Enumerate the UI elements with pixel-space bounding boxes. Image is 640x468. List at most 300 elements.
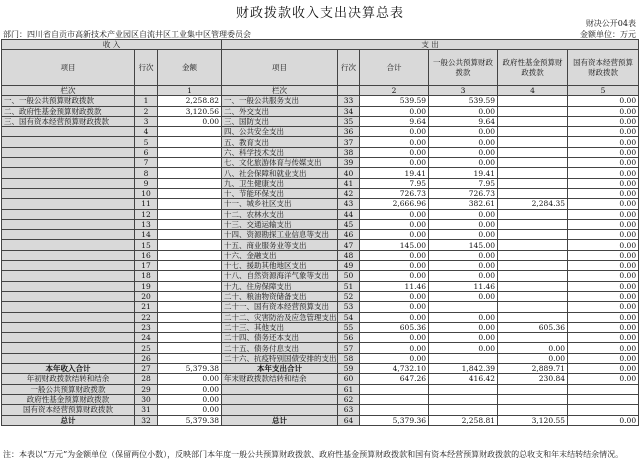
expense-gov-fund-cell: [498, 158, 568, 168]
expense-item-cell: 十二、农林水支出: [222, 209, 338, 219]
expense-line-cell: 39: [338, 158, 360, 168]
footnote: 注：本表以“万元”为金额单位（保留两位小数），反映部门本年度一般公共预算财政拨款、政府性基金预算财政拨款和国有资本经营预算财政拨款的总收支和年末结转结余情况。: [3, 450, 624, 459]
expense-general-budget-cell: 0.00: [429, 137, 498, 147]
state-capital-col-index: 5: [568, 86, 639, 96]
table-row: [2, 302, 639, 312]
expense-state-capital-cell: [568, 394, 639, 404]
expense-line-cell: 45: [338, 219, 360, 229]
table-row: [2, 230, 639, 240]
income-line-cell: 19: [135, 281, 158, 291]
income-item-cell: [2, 127, 135, 137]
income-item-cell: [2, 333, 135, 343]
income-line-cell: 28: [135, 374, 158, 384]
expense-gov-fund-cell: [498, 96, 568, 106]
income-item-cell: [2, 271, 135, 281]
department-label: 部门：四川省自贡市高新技术产业园区自流井区工业集中区管理委员会: [3, 30, 251, 39]
expense-item-cell: 一、一般公共服务支出: [222, 96, 338, 106]
expense-total-cell: 0.00: [360, 147, 429, 157]
expense-total-cell: 145.00: [360, 240, 429, 250]
income-col-row-label: 栏次: [2, 86, 135, 96]
table-row: [2, 137, 639, 147]
income-amount-cell: [158, 137, 222, 147]
summary-row: [2, 364, 639, 374]
expense-total-cell: 0.00: [360, 106, 429, 116]
expense-total-cell: 5,379.36: [360, 415, 429, 425]
gov-fund-col-index: 4: [498, 86, 568, 96]
expense-line-cell: 51: [338, 281, 360, 291]
expense-gov-fund-cell: 3,120.55: [498, 415, 568, 425]
expense-line-cell: 64: [338, 415, 360, 425]
expense-general-budget-cell: 1,842.39: [429, 364, 498, 374]
expense-state-capital-cell: 0.00: [568, 364, 639, 374]
expense-gov-fund-cell: [498, 281, 568, 291]
income-amount-cell: [158, 209, 222, 219]
expense-line-cell: 55: [338, 322, 360, 332]
income-amount-cell: [158, 250, 222, 260]
expense-item-cell: 年末财政拨款结转和结余: [222, 374, 338, 384]
income-amount-cell: [158, 261, 222, 271]
expense-total-cell: 539.59: [360, 96, 429, 106]
expense-state-capital-cell: 0.00: [568, 96, 639, 106]
income-line-cell: 4: [135, 127, 158, 137]
expense-line-cell: 49: [338, 261, 360, 271]
expense-state-capital-cell: 0.00: [568, 281, 639, 291]
unit-label: 金额单位：万元: [580, 30, 636, 39]
income-amount-cell: [158, 127, 222, 137]
expense-state-capital-cell: 0.00: [568, 322, 639, 332]
expense-general-budget-cell: 0.00: [429, 322, 498, 332]
expense-col-line-blank: [338, 86, 360, 96]
expense-state-capital-cell: 0.00: [568, 415, 639, 425]
expense-state-capital-cell: 0.00: [568, 106, 639, 116]
income-amount-cell: 2,258.82: [158, 96, 222, 106]
income-line-cell: 7: [135, 158, 158, 168]
expense-gov-fund-cell: [498, 106, 568, 116]
table-row: [2, 281, 639, 291]
expense-gov-fund-cell: [498, 271, 568, 281]
expense-line-cell: 36: [338, 127, 360, 137]
expense-general-budget-cell: [429, 353, 498, 363]
expense-gov-fund-cell: [498, 333, 568, 343]
income-amount-cell: [158, 158, 222, 168]
income-amount-cell: 0.00: [158, 394, 222, 404]
expense-state-capital-cell: 0.00: [568, 137, 639, 147]
income-line-cell: 24: [135, 333, 158, 343]
table-row: [2, 178, 639, 188]
expense-total-cell: 0.00: [360, 343, 429, 353]
expense-line-cell: 53: [338, 302, 360, 312]
expense-line-cell: 34: [338, 106, 360, 116]
expense-state-capital-cell: 0.00: [568, 302, 639, 312]
income-item-cell: 国有资本经营预算财政拨款: [2, 405, 135, 415]
expense-item-cell: 二、外交支出: [222, 106, 338, 116]
expense-item-cell: 十八、自然资源海洋气象等支出: [222, 271, 338, 281]
expense-item-cell: [222, 394, 338, 404]
expense-total-cell: 0.00: [360, 137, 429, 147]
expense-item-cell: 八、社会保障和就业支出: [222, 168, 338, 178]
expense-gov-fund-cell: [498, 384, 568, 394]
table-row: [2, 322, 639, 332]
expense-section-header: 支 出: [222, 40, 639, 50]
income-line-cell: 26: [135, 353, 158, 363]
income-amount-cell: [158, 333, 222, 343]
expense-line-cell: 41: [338, 178, 360, 188]
gov-fund-header: 政府性基金预算财政拨款: [498, 50, 568, 86]
income-item-cell: 年初财政拨款结转和结余: [2, 374, 135, 384]
expense-line-cell: 43: [338, 199, 360, 209]
expense-gov-fund-cell: [498, 219, 568, 229]
income-line-cell: 29: [135, 384, 158, 394]
income-item-cell: 一、一般公共预算财政拨款: [2, 96, 135, 106]
expense-gov-fund-cell: [498, 302, 568, 312]
expense-gov-fund-cell: 605.36: [498, 322, 568, 332]
expense-line-cell: 52: [338, 291, 360, 301]
income-line-cell: 2: [135, 106, 158, 116]
expense-total-cell: 0.00: [360, 353, 429, 363]
income-amount-cell: 0.00: [158, 384, 222, 394]
expense-gov-fund-cell: [498, 209, 568, 219]
expense-line-cell: 46: [338, 230, 360, 240]
income-line-cell: 15: [135, 240, 158, 250]
expense-general-budget-cell: [429, 394, 498, 404]
income-item-cell: [2, 291, 135, 301]
income-amount-cell: [158, 199, 222, 209]
expense-general-budget-cell: 0.00: [429, 209, 498, 219]
income-amount-cell: [158, 219, 222, 229]
income-item-cell: [2, 261, 135, 271]
expense-item-cell: 十九、住房保障支出: [222, 281, 338, 291]
expense-state-capital-cell: [568, 384, 639, 394]
expense-col-row-label: 栏次: [222, 86, 338, 96]
income-item-cell: [2, 240, 135, 250]
expense-total-cell: 0.00: [360, 333, 429, 343]
section-header-row: [2, 40, 639, 50]
expense-gov-fund-cell: [498, 230, 568, 240]
income-amount-cell: 0.00: [158, 374, 222, 384]
income-line-cell: 23: [135, 322, 158, 332]
income-line-cell: 6: [135, 147, 158, 157]
expense-item-cell: 五、教育支出: [222, 137, 338, 147]
expense-general-budget-cell: 0.00: [429, 219, 498, 229]
expense-state-capital-cell: 0.00: [568, 250, 639, 260]
income-item-cell: [2, 302, 135, 312]
expense-line-cell: 47: [338, 240, 360, 250]
table-row: [2, 291, 639, 301]
expense-general-budget-cell: 539.59: [429, 96, 498, 106]
expense-state-capital-cell: 0.00: [568, 312, 639, 322]
expense-general-budget-cell: 0.00: [429, 250, 498, 260]
table-row: [2, 353, 639, 363]
expense-state-capital-cell: 0.00: [568, 343, 639, 353]
summary-row: [2, 394, 639, 404]
expense-general-budget-cell: 416.42: [429, 374, 498, 384]
expense-item-cell: 四、公共安全支出: [222, 127, 338, 137]
income-amount-cell: [158, 147, 222, 157]
income-amount-cell: [158, 291, 222, 301]
expense-item-cell: 二十三、其他支出: [222, 322, 338, 332]
income-line-cell: 25: [135, 343, 158, 353]
income-amount-header: 金额: [158, 50, 222, 86]
expense-item-header: 项目: [222, 50, 338, 86]
expense-state-capital-cell: 0.00: [568, 127, 639, 137]
expense-line-cell: 48: [338, 250, 360, 260]
income-col-line-blank: [135, 86, 158, 96]
expense-general-budget-cell: [429, 302, 498, 312]
expense-item-cell: [222, 384, 338, 394]
expense-total-cell: 0.00: [360, 230, 429, 240]
income-line-cell: 14: [135, 230, 158, 240]
expense-line-cell: 61: [338, 384, 360, 394]
table-row: [2, 116, 639, 126]
general-budget-header: 一般公共预算财政拨款: [429, 50, 498, 86]
expense-line-cell: 59: [338, 364, 360, 374]
income-item-cell: [2, 158, 135, 168]
summary-row: [2, 405, 639, 415]
total-header: 合计: [360, 50, 429, 86]
table-row: [2, 250, 639, 260]
income-item-cell: [2, 209, 135, 219]
income-item-cell: [2, 312, 135, 322]
expense-state-capital-cell: 0.00: [568, 178, 639, 188]
income-amount-cell: [158, 322, 222, 332]
expense-total-cell: 11.46: [360, 281, 429, 291]
income-amount-cell: 0.00: [158, 405, 222, 415]
income-item-cell: 政府性基金预算财政拨款: [2, 394, 135, 404]
expense-general-budget-cell: 2,258.81: [429, 415, 498, 425]
table-row: [2, 158, 639, 168]
income-item-cell: [2, 343, 135, 353]
summary-row: [2, 384, 639, 394]
expense-total-cell: 7.95: [360, 178, 429, 188]
expense-total-cell: 0.00: [360, 261, 429, 271]
income-amount-cell: [158, 240, 222, 250]
expense-gov-fund-cell: [498, 405, 568, 415]
total-col-index: 2: [360, 86, 429, 96]
income-item-cell: [2, 250, 135, 260]
budget-summary-table: [1, 39, 639, 426]
expense-general-budget-cell: 0.00: [429, 271, 498, 281]
expense-gov-fund-cell: [498, 188, 568, 198]
income-line-cell: 31: [135, 405, 158, 415]
expense-line-cell: 56: [338, 333, 360, 343]
table-row: [2, 271, 639, 281]
income-line-cell: 20: [135, 291, 158, 301]
income-line-cell: 9: [135, 178, 158, 188]
expense-general-budget-cell: 0.00: [429, 158, 498, 168]
table-row: [2, 199, 639, 209]
expense-line-cell: 58: [338, 353, 360, 363]
expense-state-capital-cell: 0.00: [568, 219, 639, 229]
income-line-cell: 5: [135, 137, 158, 147]
income-amount-cell: 5,379.38: [158, 415, 222, 425]
income-line-cell: 8: [135, 168, 158, 178]
expense-gov-fund-cell: [498, 261, 568, 271]
income-item-cell: 二、政府性基金预算财政拨款: [2, 106, 135, 116]
expense-gov-fund-cell: [498, 116, 568, 126]
income-line-cell: 27: [135, 364, 158, 374]
expense-general-budget-cell: 145.00: [429, 240, 498, 250]
expense-item-cell: 三、国防支出: [222, 116, 338, 126]
table-row: [2, 343, 639, 353]
expense-item-cell: 十六、金融支出: [222, 250, 338, 260]
table-row: [2, 261, 639, 271]
income-amount-cell: [158, 281, 222, 291]
expense-general-budget-cell: 7.95: [429, 178, 498, 188]
table-row: [2, 147, 639, 157]
expense-item-cell: 二十二、灾害防治及应急管理支出: [222, 312, 338, 322]
expense-general-budget-cell: 0.00: [429, 291, 498, 301]
expense-general-budget-cell: 0.00: [429, 261, 498, 271]
expense-general-budget-cell: 11.46: [429, 281, 498, 291]
expense-total-cell: 605.36: [360, 322, 429, 332]
expense-gov-fund-cell: [498, 168, 568, 178]
expense-state-capital-cell: 0.00: [568, 230, 639, 240]
expense-gov-fund-cell: [498, 312, 568, 322]
expense-state-capital-cell: [568, 405, 639, 415]
income-line-cell: 11: [135, 199, 158, 209]
income-amount-cell: [158, 188, 222, 198]
income-line-cell: 16: [135, 250, 158, 260]
table-row: [2, 106, 639, 116]
expense-total-cell: [360, 384, 429, 394]
expense-total-cell: 0.00: [360, 302, 429, 312]
expense-item-cell: 十一、城乡社区支出: [222, 199, 338, 209]
state-capital-header: 国有资本经营预算财政拨款: [568, 50, 639, 86]
expense-gov-fund-cell: [498, 291, 568, 301]
general-budget-col-index: 3: [429, 86, 498, 96]
income-line-cell: 21: [135, 302, 158, 312]
expense-gov-fund-cell: [498, 240, 568, 250]
expense-total-cell: 726.73: [360, 188, 429, 198]
expense-line-cell: 42: [338, 188, 360, 198]
expense-gov-fund-cell: 0.00: [498, 353, 568, 363]
expense-line-cell: 40: [338, 168, 360, 178]
expense-line-cell: 38: [338, 147, 360, 157]
income-item-cell: 一般公共预算财政拨款: [2, 384, 135, 394]
expense-line-cell: 63: [338, 405, 360, 415]
expense-total-cell: 0.00: [360, 158, 429, 168]
expense-gov-fund-cell: 2,284.35: [498, 199, 568, 209]
income-amount-cell: [158, 353, 222, 363]
income-amount-cell: [158, 230, 222, 240]
expense-total-cell: 0.00: [360, 271, 429, 281]
expense-line-cell: 37: [338, 137, 360, 147]
expense-line-cell: 54: [338, 312, 360, 322]
expense-general-budget-cell: 726.73: [429, 188, 498, 198]
income-item-header: 项目: [2, 50, 135, 86]
expense-total-cell: 0.00: [360, 219, 429, 229]
expense-item-cell: 七、文化旅游体育与传媒支出: [222, 158, 338, 168]
expense-total-cell: 4,732.10: [360, 364, 429, 374]
expense-state-capital-cell: 0.00: [568, 147, 639, 157]
expense-total-cell: 0.00: [360, 312, 429, 322]
table-row: [2, 209, 639, 219]
expense-total-cell: 19.41: [360, 168, 429, 178]
expense-item-cell: 九、卫生健康支出: [222, 178, 338, 188]
expense-item-cell: 二十四、债务还本支出: [222, 333, 338, 343]
income-item-cell: [2, 188, 135, 198]
income-item-cell: [2, 178, 135, 188]
income-item-cell: 三、国有资本经营预算财政拨款: [2, 116, 135, 126]
income-item-cell: [2, 281, 135, 291]
expense-state-capital-cell: 0.00: [568, 333, 639, 343]
income-line-cell: 32: [135, 415, 158, 425]
expense-line-cell: 44: [338, 209, 360, 219]
expense-state-capital-cell: 0.00: [568, 116, 639, 126]
expense-line-cell: 50: [338, 271, 360, 281]
table-row: [2, 96, 639, 106]
expense-state-capital-cell: 0.00: [568, 188, 639, 198]
expense-total-cell: 0.00: [360, 127, 429, 137]
expense-total-cell: 2,666.96: [360, 199, 429, 209]
expense-general-budget-cell: [429, 384, 498, 394]
expense-total-cell: 647.26: [360, 374, 429, 384]
expense-state-capital-cell: 0.00: [568, 261, 639, 271]
income-line-cell: 10: [135, 188, 158, 198]
expense-gov-fund-cell: 0.00: [498, 343, 568, 353]
expense-line-header: 行次: [338, 50, 360, 86]
summary-row: [2, 374, 639, 384]
expense-state-capital-cell: 0.00: [568, 168, 639, 178]
expense-general-budget-cell: 382.61: [429, 199, 498, 209]
expense-gov-fund-cell: [498, 250, 568, 260]
expense-state-capital-cell: 0.00: [568, 158, 639, 168]
expense-line-cell: 60: [338, 374, 360, 384]
expense-general-budget-cell: 0.00: [429, 147, 498, 157]
expense-item-cell: 二十一、国有资本经营预算支出: [222, 302, 338, 312]
form-number: 财决公开04表: [585, 19, 636, 28]
income-item-cell: [2, 168, 135, 178]
income-item-cell: [2, 219, 135, 229]
income-col-amount-index: 1: [158, 86, 222, 96]
income-item-cell: [2, 137, 135, 147]
expense-state-capital-cell: 0.00: [568, 374, 639, 384]
table-row: [2, 240, 639, 250]
expense-gov-fund-cell: 230.84: [498, 374, 568, 384]
income-line-cell: 17: [135, 261, 158, 271]
expense-state-capital-cell: 0.00: [568, 353, 639, 363]
expense-item-cell: 二十六、抗疫特别国债安排的支出: [222, 353, 338, 363]
table-row: [2, 312, 639, 322]
expense-gov-fund-cell: 2,889.71: [498, 364, 568, 374]
expense-general-budget-cell: [429, 405, 498, 415]
expense-state-capital-cell: 0.00: [568, 209, 639, 219]
income-line-cell: 30: [135, 394, 158, 404]
income-line-cell: 18: [135, 271, 158, 281]
expense-item-cell: 六、科学技术支出: [222, 147, 338, 157]
expense-item-cell: 二十、粮油物资储备支出: [222, 291, 338, 301]
expense-gov-fund-cell: [498, 147, 568, 157]
expense-item-cell: 十四、资源勘探工业信息等支出: [222, 230, 338, 240]
expense-general-budget-cell: 0.00: [429, 230, 498, 240]
expense-item-cell: 十三、交通运输支出: [222, 219, 338, 229]
expense-state-capital-cell: 0.00: [568, 271, 639, 281]
expense-item-cell: 十七、援助其他地区支出: [222, 261, 338, 271]
expense-general-budget-cell: 9.64: [429, 116, 498, 126]
income-item-cell: [2, 230, 135, 240]
income-amount-cell: 3,120.56: [158, 106, 222, 116]
income-amount-cell: [158, 302, 222, 312]
income-line-cell: 3: [135, 116, 158, 126]
expense-line-cell: 62: [338, 394, 360, 404]
income-amount-cell: [158, 271, 222, 281]
expense-gov-fund-cell: [498, 137, 568, 147]
income-item-cell: [2, 353, 135, 363]
table-row: [2, 188, 639, 198]
expense-line-cell: 57: [338, 343, 360, 353]
income-item-cell: 总计: [2, 415, 135, 425]
income-line-cell: 1: [135, 96, 158, 106]
